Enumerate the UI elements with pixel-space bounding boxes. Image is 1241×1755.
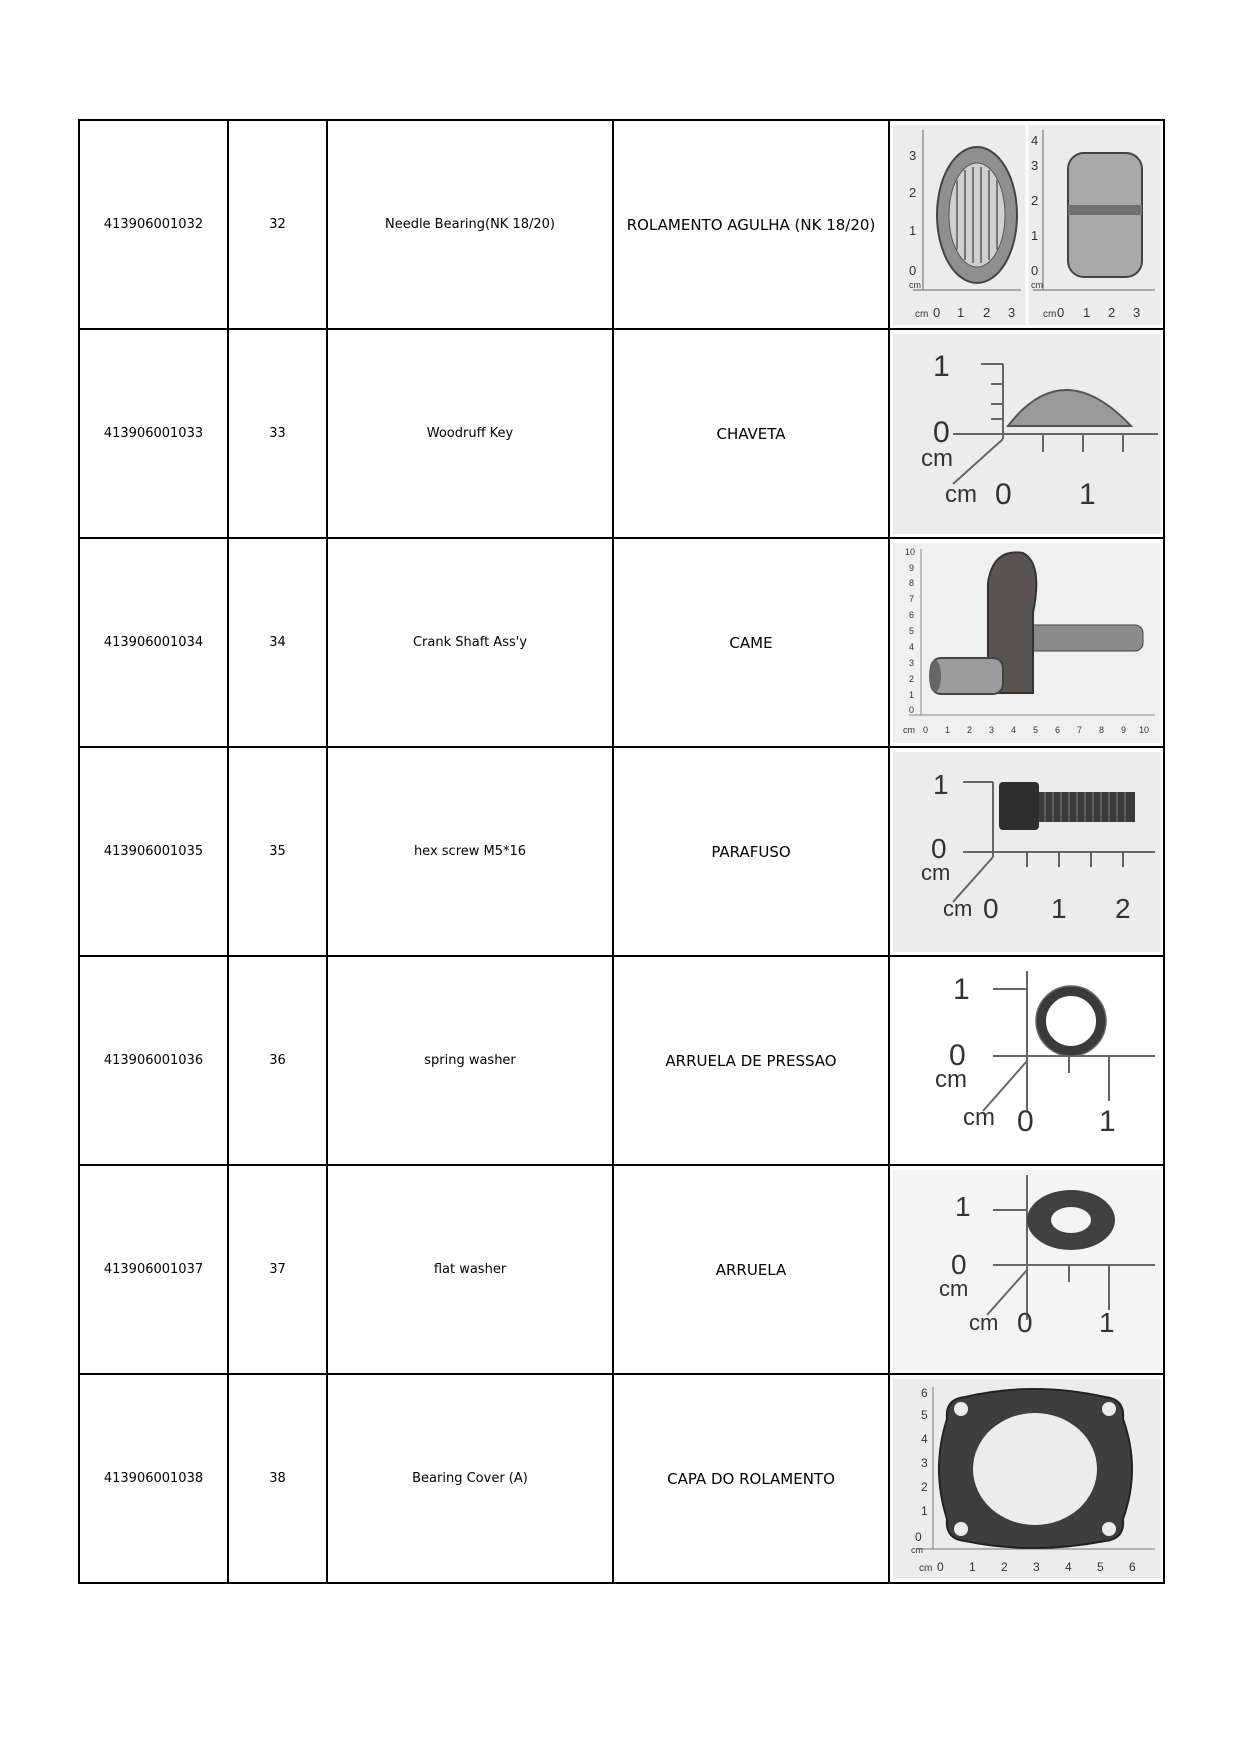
scale-y-label: 2	[1030, 192, 1038, 208]
item-number: 36	[228, 956, 327, 1165]
scale-y-label: 4	[920, 1431, 928, 1446]
scale-y-label: 0	[932, 415, 950, 449]
scale-unit-label: cm	[1030, 279, 1043, 290]
part-name-portuguese: ARRUELA	[613, 1165, 889, 1374]
scale-y-label: 0	[1030, 262, 1038, 278]
part-photo-cell	[889, 956, 1164, 1165]
item-number: 32	[228, 120, 327, 329]
part-name-portuguese: CAPA DO ROLAMENTO	[613, 1374, 889, 1583]
part-code: 413906001033	[79, 329, 228, 538]
part-name-portuguese: CAME	[613, 538, 889, 747]
flat-washer-photo	[893, 1170, 1161, 1370]
scale-unit-label: cm	[934, 1065, 967, 1093]
scale-y-label: 3	[908, 147, 916, 163]
scale-unit-label: cm	[918, 1562, 932, 1574]
scale-x-label: 1	[968, 1559, 976, 1574]
scale-y-label: 1	[908, 689, 914, 700]
scale-x-label: 0	[1056, 304, 1064, 320]
scale-x-label: 1	[956, 304, 964, 320]
scale-x-label: 0	[932, 304, 940, 320]
part-name-portuguese: ROLAMENTO AGULHA (NK 18/20)	[613, 120, 889, 329]
scale-unit-label: cm	[938, 1275, 968, 1301]
part-photo-cell	[889, 329, 1164, 538]
scale-y-label: 2	[920, 1479, 928, 1494]
parts-table	[78, 119, 1165, 1584]
scale-y-label: 3	[1030, 157, 1038, 173]
scale-unit-label: cm	[1042, 308, 1056, 320]
table-row	[79, 538, 1164, 747]
scale-y-label: 1	[920, 1503, 928, 1518]
item-number: 35	[228, 747, 327, 956]
part-name-portuguese: CHAVETA	[613, 329, 889, 538]
scale-y-label: 1	[1030, 227, 1038, 243]
scale-x-label: 8	[1098, 724, 1104, 735]
scale-x-label: 2	[1000, 1559, 1008, 1574]
scale-y-label: 1	[932, 349, 950, 383]
scale-y-label: 0	[908, 262, 916, 278]
scale-y-label: 2	[908, 184, 916, 200]
scale-x-label: 1	[1078, 477, 1096, 511]
scale-unit-label: cm	[910, 1544, 923, 1555]
scale-x-label: 0	[994, 477, 1012, 511]
scale-y-label: 3	[908, 657, 914, 668]
table-row	[79, 747, 1164, 956]
part-name-portuguese: PARAFUSO	[613, 747, 889, 956]
scale-y-label: 0	[948, 1038, 966, 1072]
part-name-english: Crank Shaft Ass'y	[327, 538, 613, 747]
scale-x-label: 1	[1098, 1104, 1116, 1138]
part-name-english: Bearing Cover (A)	[327, 1374, 613, 1583]
scale-y-label: 1	[954, 1190, 971, 1222]
scale-x-label: 0	[936, 1559, 944, 1574]
scale-x-label: 1	[1050, 892, 1067, 924]
scale-y-label: 6	[920, 1385, 928, 1400]
part-photo-cell	[889, 538, 1164, 747]
scale-y-label: 0	[950, 1248, 967, 1280]
scale-x-label: 5	[1032, 724, 1038, 735]
part-name-portuguese: ARRUELA DE PRESSAO	[613, 956, 889, 1165]
scale-x-label: 10	[1138, 724, 1149, 735]
scale-unit-label: cm	[908, 279, 921, 290]
scale-y-label: 5	[908, 625, 914, 636]
item-number: 37	[228, 1165, 327, 1374]
scale-x-label: 5	[1096, 1559, 1104, 1574]
scale-x-label: 0	[1016, 1104, 1034, 1138]
scale-y-label: 1	[932, 768, 949, 800]
scale-x-label: 3	[988, 724, 994, 735]
scale-y-label: 2	[908, 673, 914, 684]
scale-y-label: 5	[920, 1407, 928, 1422]
item-number: 33	[228, 329, 327, 538]
scale-x-label: 7	[1076, 724, 1082, 735]
scale-x-label: 0	[982, 892, 999, 924]
scale-unit-label: cm	[962, 1103, 995, 1131]
part-code: 413906001032	[79, 120, 228, 329]
hex-screw-photo	[893, 752, 1161, 952]
scale-x-label: 2	[982, 304, 990, 320]
needle-bearing-photo	[893, 125, 1161, 325]
scale-x-label: 6	[1054, 724, 1060, 735]
scale-unit-label: cm	[920, 859, 950, 885]
scale-y-label: 1	[952, 972, 970, 1006]
scale-y-label: 7	[908, 593, 914, 604]
scale-unit-label: cm	[944, 480, 977, 508]
scale-x-label: 3	[1032, 1559, 1040, 1574]
scale-x-label: 1	[944, 724, 950, 735]
part-photo-cell	[889, 1374, 1164, 1583]
part-code: 413906001037	[79, 1165, 228, 1374]
bearing-cover-photo	[893, 1379, 1161, 1579]
scale-unit-label: cm	[914, 308, 928, 320]
scale-x-label: 9	[1120, 724, 1126, 735]
item-number: 34	[228, 538, 327, 747]
part-photo-cell	[889, 1165, 1164, 1374]
table-row	[79, 120, 1164, 329]
scale-y-label: 9	[908, 562, 914, 573]
scale-x-label: 4	[1064, 1559, 1072, 1574]
crank-shaft-photo	[893, 543, 1161, 743]
scale-y-label: 0	[914, 1529, 922, 1544]
table-row	[79, 329, 1164, 538]
scale-x-label: 4	[1010, 724, 1016, 735]
part-code: 413906001034	[79, 538, 228, 747]
scale-y-label: 1	[908, 222, 916, 238]
part-code: 413906001038	[79, 1374, 228, 1583]
scale-unit-label: cm	[942, 895, 972, 921]
table-row	[79, 956, 1164, 1165]
scale-unit-label: cm	[902, 724, 915, 735]
scale-x-label: 2	[1114, 892, 1131, 924]
scale-x-label: 1	[1098, 1306, 1115, 1338]
scale-x-label: 0	[922, 724, 928, 735]
spring-washer-photo	[893, 961, 1161, 1161]
scale-x-label: 3	[1132, 304, 1140, 320]
part-name-english: Needle Bearing(NK 18/20)	[327, 120, 613, 329]
table-row	[79, 1165, 1164, 1374]
scale-y-label: 0	[908, 704, 914, 715]
scale-x-label: 1	[1082, 304, 1090, 320]
part-name-english: spring washer	[327, 956, 613, 1165]
scale-unit-label: cm	[968, 1309, 998, 1335]
part-code: 413906001035	[79, 747, 228, 956]
part-photo-cell	[889, 120, 1164, 329]
scale-x-label: 2	[1107, 304, 1115, 320]
scale-y-label: 4	[1030, 132, 1038, 148]
part-name-english: Woodruff Key	[327, 329, 613, 538]
item-number: 38	[228, 1374, 327, 1583]
scale-unit-label: cm	[920, 444, 953, 472]
scale-y-label: 3	[920, 1455, 928, 1470]
scale-x-label: 6	[1128, 1559, 1136, 1574]
scale-x-label: 3	[1007, 304, 1015, 320]
part-photo-cell	[889, 747, 1164, 956]
woodruff-key-photo	[893, 334, 1161, 534]
scale-y-label: 8	[908, 577, 914, 588]
scale-x-label: 2	[966, 724, 972, 735]
part-name-english: hex screw M5*16	[327, 747, 613, 956]
scale-y-label: 4	[908, 641, 914, 652]
table-row	[79, 1374, 1164, 1583]
part-code: 413906001036	[79, 956, 228, 1165]
scale-y-label: 10	[904, 546, 915, 557]
scale-y-label: 0	[930, 832, 947, 864]
scale-x-label: 0	[1016, 1306, 1033, 1338]
scale-y-label: 6	[908, 609, 914, 620]
part-name-english: flat washer	[327, 1165, 613, 1374]
